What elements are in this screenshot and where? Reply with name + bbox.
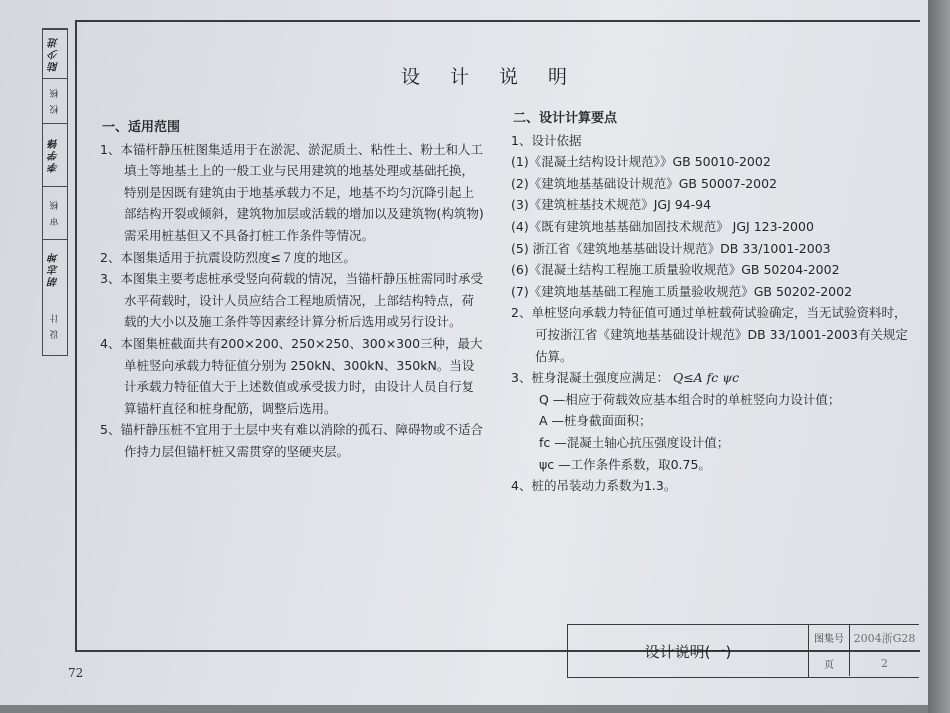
- reference-standard: (3)《建筑桩基技术规范》JGJ 94-94: [511, 197, 712, 213]
- strength-formula: Q≤A fc ψc: [672, 370, 740, 386]
- reference-standard: (4)《既有建筑地基基础加固技术规范》 JGJ 123-2000: [511, 218, 814, 234]
- list-item: 5、锚杆静压桩不宜用于土层中夹有难以消除的孤石、障碍物或不适合作持力层但锚杆桩又需贯穿的坚硬夹层。: [100, 422, 483, 459]
- reference-standard: (2)《建筑地基基础设计规范》GB 50007-2002: [511, 175, 778, 191]
- atlas-number-value: 2004浙G28: [853, 631, 916, 645]
- signature-reviewer-name: 李学锋: [43, 123, 67, 186]
- list-item: [505, 367, 915, 389]
- atlas-number-row: [809, 625, 919, 651]
- list-item: 2、本图集适用于抗震设防烈度≤７度的地区。: [100, 249, 356, 265]
- symbol-definition: Q —相应于荷载效应基本组合时的单桩竖向力设计值；: [539, 391, 841, 407]
- list-item: 3、本图集主要考虑桩承受竖向荷载的情况，当锚杆静压桩需同时承受水平荷载时，设计人员应结合工程地质情况，上部结构特点，荷载的大小以及施工条件等因素经计算分析后选用或另行设计。: [100, 271, 483, 330]
- section-design-calculation: [505, 108, 915, 497]
- signature-checker-name: 陆少进: [43, 29, 67, 78]
- reference-standard: (5) 浙江省《建筑地基基础设计规范》DB 33/1001-2003: [511, 240, 831, 256]
- label-design: 设 计: [50, 312, 61, 340]
- sheet-name: 设计说明(一): [568, 625, 809, 677]
- section-scope: [94, 117, 484, 463]
- page-row: [809, 651, 919, 676]
- reference-standard: (7)《建筑地基基础工程施工质量验收规范》GB 50202-2002: [511, 283, 853, 299]
- symbol-definition: A —桩身截面面积；: [539, 413, 652, 429]
- page-title: 设 计 说 明: [400, 66, 580, 88]
- title-block: [567, 624, 919, 678]
- formula-intro: 3、桩身混凝土强度应满足：: [511, 370, 669, 386]
- list-item: 4、桩的吊装动力系数为1.3。: [511, 478, 677, 494]
- reference-standard: (1)《混凝土结构设计规范》》GB 50010-2002: [511, 154, 771, 170]
- label-check: 校 核: [43, 78, 67, 123]
- book-page-number: 72: [68, 666, 84, 680]
- symbol-definition: ψc —工作条件系数，取0.75。: [539, 456, 711, 472]
- section-heading: 一、适用范围: [102, 120, 181, 135]
- section-heading: 二、设计计算要点: [513, 111, 618, 126]
- list-item: 1、本锚杆静压桩图集适用于在淤泥、淤泥质土、粘性土、粉土和人工填土等地基土上的一般工业与民用建筑的地基处理或基础托换，特别是因既有建筑由于地基承载力不足，地基不均匀沉降引起上部结构开裂或倾斜，建筑物加层或活载的增加以及建筑物(构筑物)需采用桩基但又不具备打桩工作条件等情况。: [100, 141, 484, 243]
- reference-standard: (6)《混凝土结构工程施工质量验收规范》GB 50204-2002: [511, 262, 840, 278]
- atlas-number-label: 图集号: [809, 625, 850, 650]
- page-value: 2: [881, 657, 888, 670]
- symbol-definition: fc —混凝土轴心抗压强度设计值；: [539, 434, 730, 450]
- page-label: 页: [809, 651, 850, 676]
- book-binding-gap: [928, 0, 950, 713]
- signature-designer-name: 胡志坤: [43, 239, 67, 298]
- list-item: 4、本图集桩截面共有200×200、250×250、300×300三种，最大单桩竖向承载力特征值分别为 250kN、300kN、350kN。当设计承载力特征值大于上述数值或承受拔力时，由设计人员自行复算锚杆直径和桩身配筋，调整后选用。: [100, 335, 483, 416]
- list-item: 2、单桩竖向承载力特征值可通过单桩载荷试验确定，当无试验资料时，可按浙江省《建筑地基基础设计规范》DB 33/1001-2003有关规定估算。: [511, 305, 908, 364]
- label-review: 审 核: [43, 186, 67, 239]
- list-item: 1、设计依据: [511, 132, 582, 148]
